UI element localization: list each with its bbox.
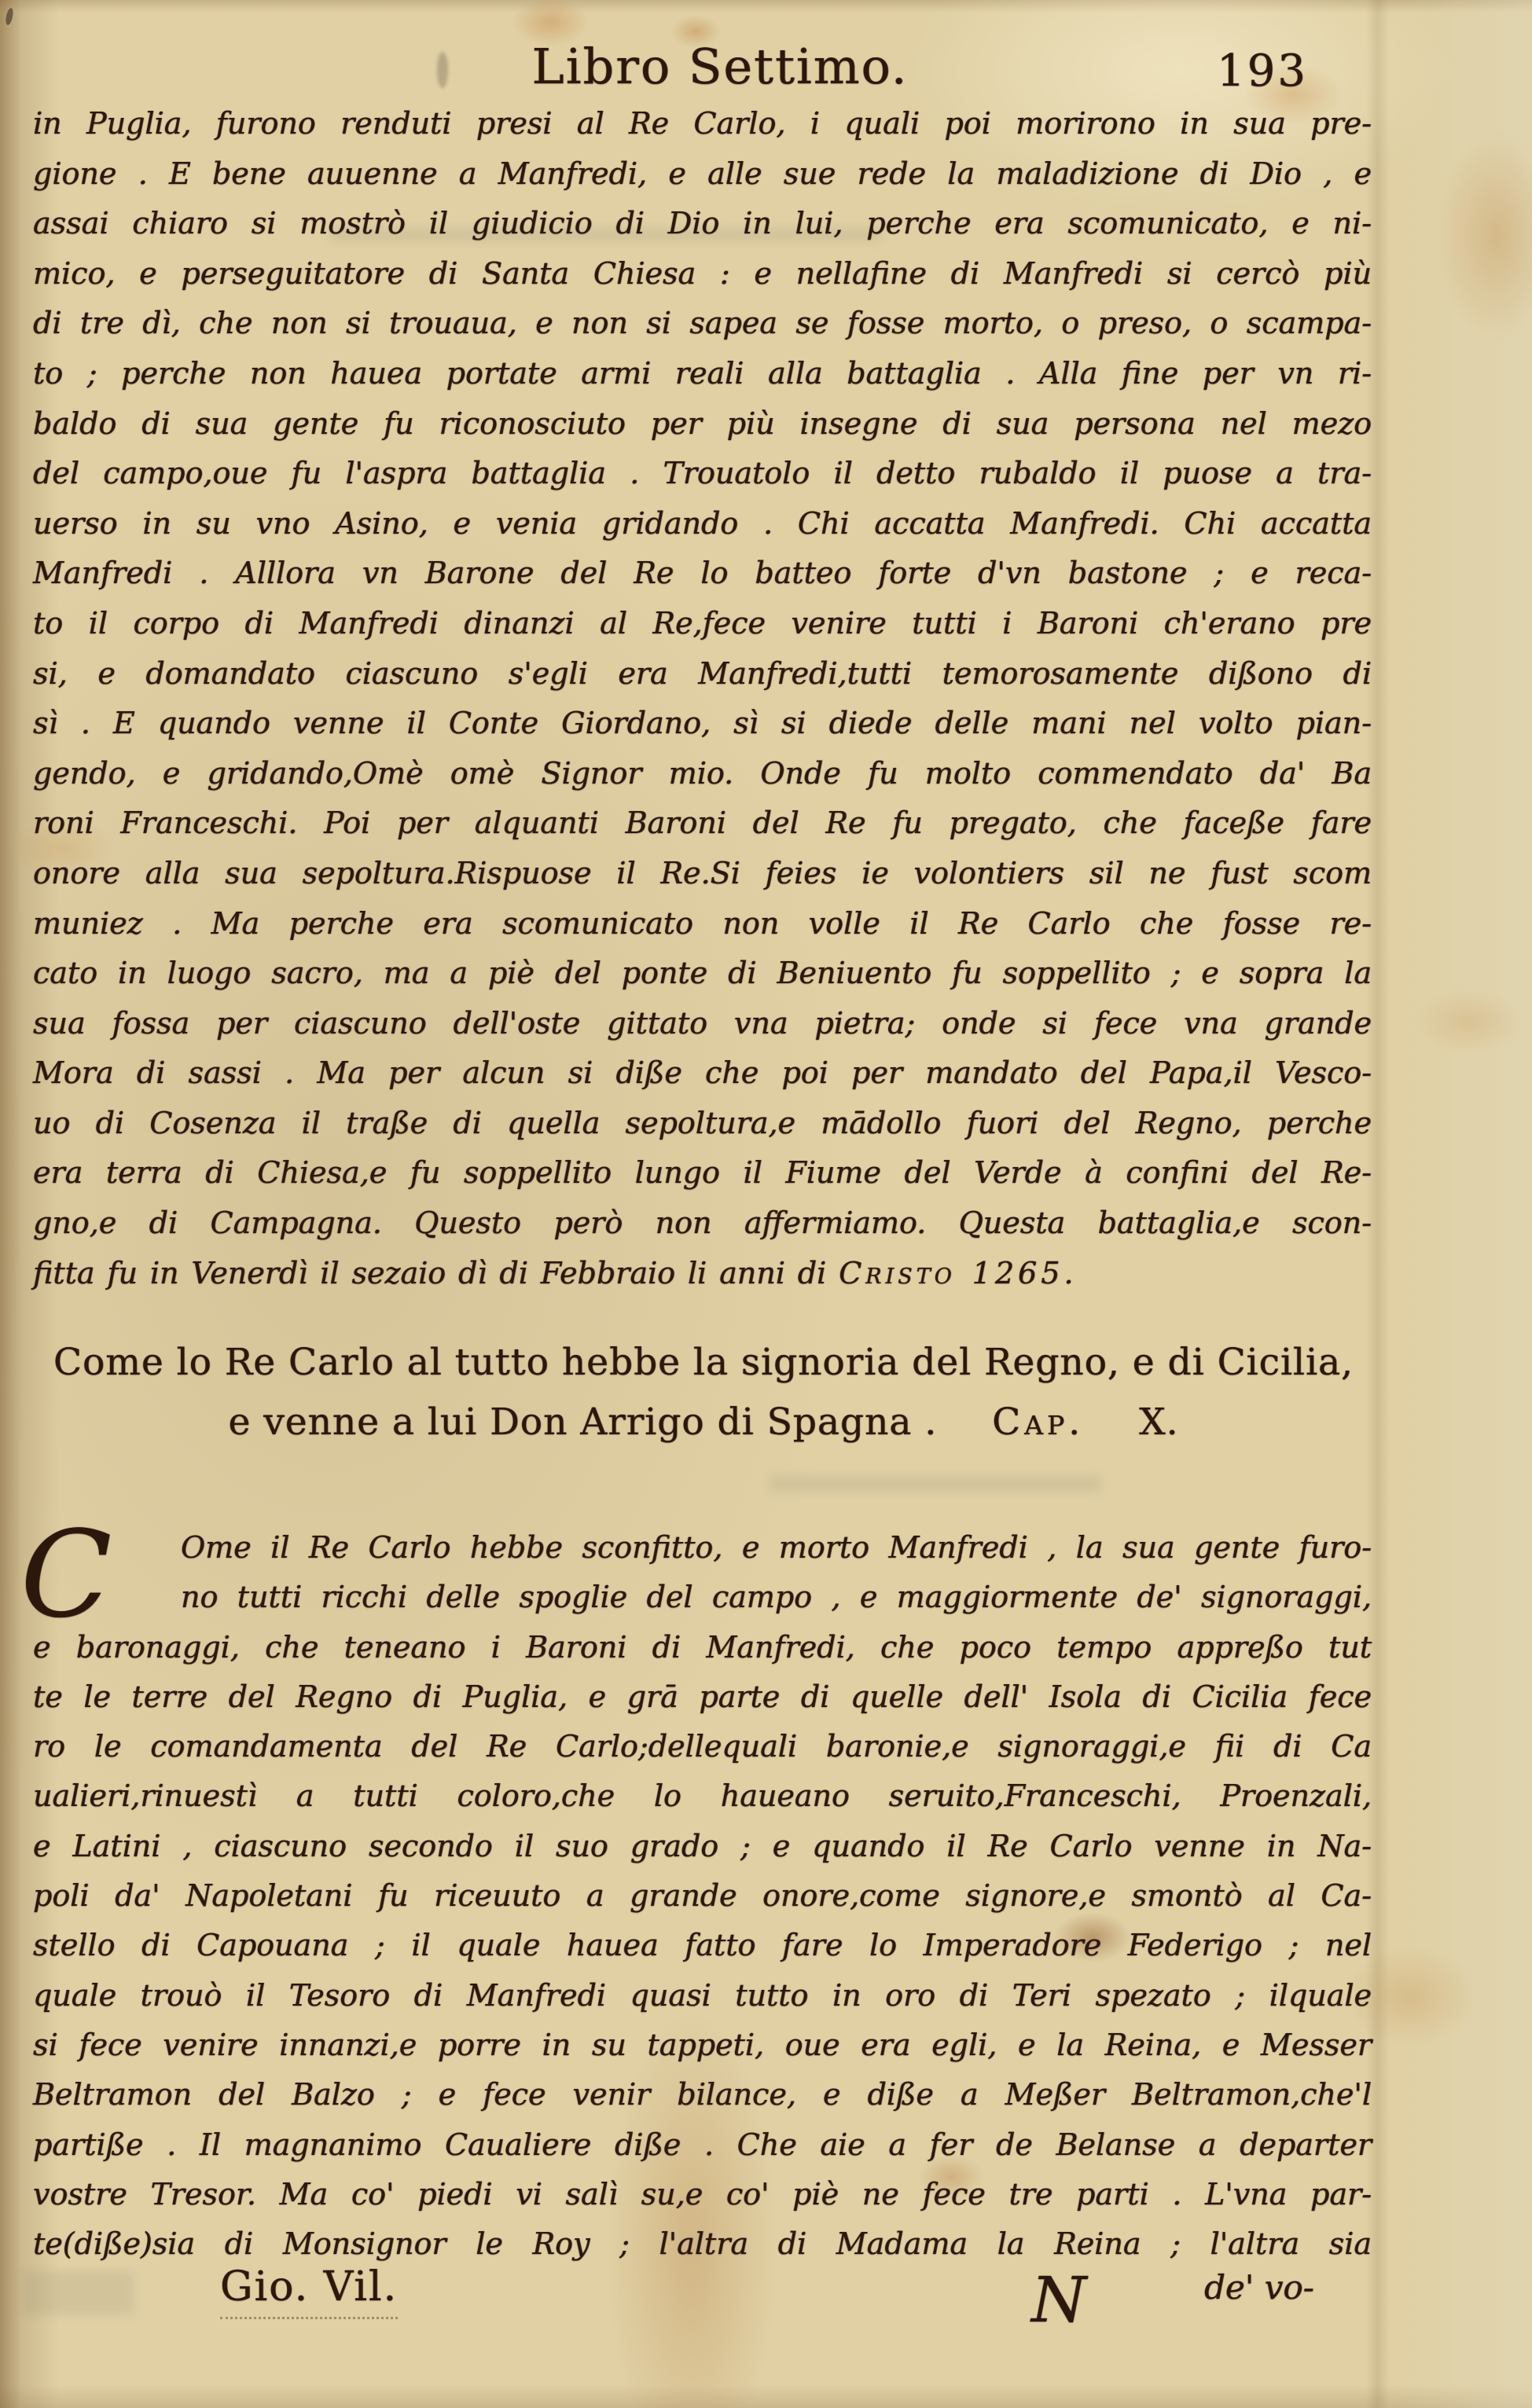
- paragraph-1: [33, 99, 1372, 1298]
- text-line: era terra di Chiesa,e fu soppellito lungo il Fiume del Verde à confini del Re-: [33, 1155, 1372, 1191]
- drop-cap-initial: C: [20, 1505, 112, 1644]
- text-line: ro le comandamenta del Re Carlo;dellequali baronie,e signoraggi,e fii di Ca: [33, 1729, 1372, 1764]
- text-line: te(diße)sia di Monsignor le Roy ; l'altra di Madama la Reina ; l'altra sia: [33, 2226, 1372, 2262]
- bleedthrough-smudge: [24, 2271, 134, 2314]
- text-line: [33, 1249, 1372, 1299]
- text-line: in Puglia, furono renduti presi al Re Carlo, i quali poi morirono in sua pre-: [33, 106, 1372, 141]
- date-smallcaps: Cristo 1265.: [839, 1255, 1078, 1290]
- text-line: si, e domandato ciascuno s'egli era Manfredi,tutti temorosamente dißono di: [33, 655, 1372, 691]
- text-line: gno,e di Campagna. Questo però non affermiamo. Questa battaglia,e scon-: [33, 1206, 1372, 1241]
- text-line: vostre Tresor. Ma co' piedi vi salì su,e co' piè ne fece tre parti . L'vna par-: [33, 2176, 1372, 2212]
- chapter-heading-line2: [0, 1400, 1407, 1444]
- text-line: to il corpo di Manfredi dinanzi al Re,fece venire tutti i Baroni ch'erano pre: [33, 605, 1372, 641]
- text-line: poli da' Napoletani fu riceuuto a grande onore,come signore,e smontò al Ca-: [33, 1878, 1372, 1914]
- signature-mark: Gio. Vil.: [220, 2263, 398, 2319]
- text-line: quale trouò il Tesoro di Manfredi quasi tutto in oro di Teri spezato ; ilquale: [33, 1977, 1372, 2013]
- text-line: di tre dì, che non si trouaua, e non si sapea se fosse morto, o preso, o scampa-: [33, 306, 1372, 341]
- text-line: e baronaggi, che teneano i Baroni di Manfredi, che poco tempo appreßo tut: [33, 1629, 1372, 1665]
- text-line: no tutti ricchi delle spoglie del campo , e maggiormente de' signoraggi,: [181, 1580, 1372, 1615]
- text-line: uerso in su vno Asino, e venia gridando . Chi accatta Manfredi. Chi accatta: [33, 505, 1372, 541]
- text-line: uo di Cosenza il traße di quella sepoltura,e mādollo fuori del Regno, perche: [33, 1105, 1372, 1140]
- text-line: Ome il Re Carlo hebbe sconfitto, e morto Manfredi , la sua gente furo-: [181, 1530, 1372, 1565]
- text-line: sua fossa per ciascuno dell'oste gittato vna pietra; onde si fece vna grande: [33, 1005, 1372, 1041]
- text-line: baldo di sua gente fu riconosciuto per più insegne di sua persona nel mezo: [33, 406, 1372, 441]
- text-line: Beltramon del Balzo ; e fece venir bilance, e diße a Meßer Beltramon,che'l: [33, 2077, 1372, 2113]
- text-line: muniez . Ma perche era scomunicato non volle il Re Carlo che fosse re-: [33, 905, 1372, 941]
- chapter-label: Cap.: [992, 1400, 1085, 1444]
- chapter-heading-line1: Come lo Re Carlo al tutto hebbe la signoria del Regno, e di Cicilia,: [53, 1341, 1354, 1384]
- text-line: gendo, e gridando,Omè omè Signor mio. Onde fu molto commendato da' Ba: [33, 755, 1372, 791]
- text-line: cato in luogo sacro, ma a piè del ponte di Beniuento fu soppellito ; e sopra la: [33, 956, 1372, 991]
- text-line: assai chiaro si mostrò il giudicio di Dio in lui, perche era scomunicato, e ni-: [33, 206, 1372, 241]
- bleedthrough-smudge: [770, 1476, 1100, 1492]
- gathering-letter: N: [1031, 2263, 1086, 2336]
- text-line: Manfredi . Alllora vn Barone del Re lo batteo forte d'vn bastone ; e reca-: [33, 556, 1372, 591]
- text-line-prefix: fitta fu in Venerdì il sezaio dì di Febbraio li anni di: [33, 1255, 839, 1290]
- text-line: si fece venire innanzi,e porre in su tappeti, oue era egli, e la Reina, e Messer: [33, 2027, 1372, 2062]
- text-line: ualieri,rinuestì a tutti coloro,che lo haueano seruito,Franceschi, Proenzali,: [33, 1778, 1372, 1814]
- text-line: onore alla sua sepoltura.Rispuose il Re.Si feies ie volontiers sil ne fust scom: [33, 855, 1372, 890]
- paragraph-2: [33, 1523, 1372, 2269]
- text-line: e Latini , ciascuno secondo il suo grado ; e quando il Re Carlo venne in Na-: [33, 1828, 1372, 1863]
- catchword: de' vo-: [1204, 2268, 1314, 2307]
- chapter-heading-text: e venne a lui Don Arrigo di Spagna .: [228, 1400, 938, 1444]
- text-line: stello di Capouana ; il quale hauea fatto fare lo Imperadore Federigo ; nel: [33, 1928, 1372, 1963]
- ink-speck: [5, 7, 14, 25]
- text-line: Mora di sassi . Ma per alcun si diße che poi per mandato del Papa,il Vesco-: [33, 1055, 1372, 1091]
- text-line: del campo,oue fu l'aspra battaglia . Trouatolo il detto rubaldo il puose a tra-: [33, 456, 1372, 491]
- running-header-title: Libro Settimo.: [531, 38, 909, 95]
- text-line: mico, e perseguitatore di Santa Chiesa : e nellafine di Manfredi si cercò più: [33, 255, 1372, 291]
- text-line: sì . E quando venne il Conte Giordano, sì si diede delle mani nel volto pian-: [33, 706, 1372, 741]
- chapter-number: X.: [1139, 1400, 1179, 1444]
- text-line: partiße . Il magnanimo Caualiere diße . Che aie a fer de Belanse a departer: [33, 2127, 1372, 2162]
- page-number: 193: [1217, 46, 1308, 97]
- text-line: to ; perche non hauea portate armi reali alla battaglia . Alla fine per vn ri-: [33, 355, 1372, 391]
- text-line: roni Franceschi. Poi per alquanti Baroni del Re fu pregato, che faceße fare: [33, 806, 1372, 841]
- text-line: te le terre del Regno di Puglia, e grā parte di quelle dell' Isola di Cicilia fece: [33, 1679, 1372, 1714]
- text-line: gione . E bene auuenne a Manfredi, e alle sue rede la maladizione di Dio , e: [33, 156, 1372, 191]
